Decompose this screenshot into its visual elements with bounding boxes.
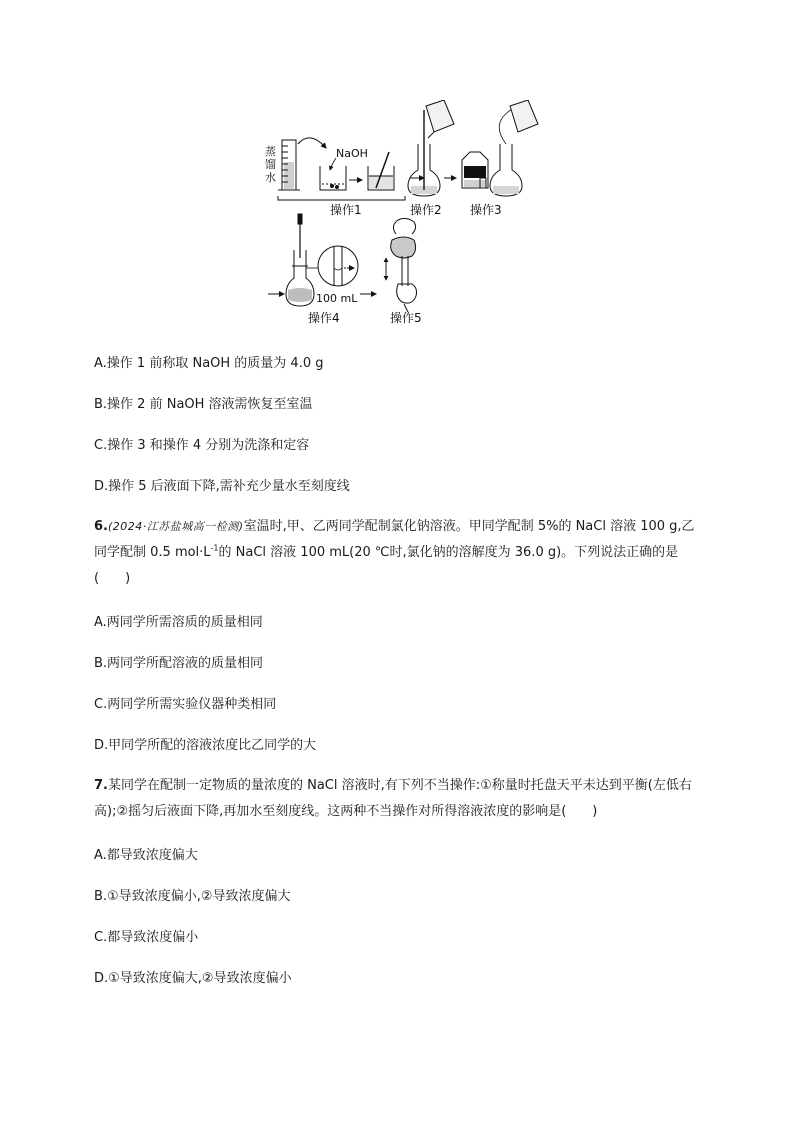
beaker-with-rod-icon (368, 152, 394, 190)
graduated-cylinder-icon (278, 140, 300, 190)
bottle-label: 蒸馏水 (466, 169, 485, 176)
op2-label: 操作2 (410, 203, 442, 217)
q6-source: (2024·江苏盐城高一检测) (107, 520, 244, 533)
q5-option-b: B.操作 2 前 NaOH 溶液需恢复至室温 (94, 397, 313, 412)
water-label-char3: 水 (265, 171, 276, 184)
pouring-beaker-icon (426, 100, 454, 138)
dropper-flask-icon (286, 214, 314, 306)
op1-label: 操作1 (330, 203, 362, 217)
q7-option-a: A.都导致浓度偏大 (94, 848, 198, 863)
q7-option-c: C.都导致浓度偏小 (94, 930, 199, 945)
q7-stem (94, 773, 700, 825)
q6-option-c: C.两同学所需实验仪器种类相同 (94, 697, 277, 712)
q6-stem-part1: 室温时,甲、乙两同学配制氯化钠溶液。甲同学配制 5%的 NaCl 溶液 100 g,乙同学配制 0.5 mol·L (94, 519, 695, 560)
inverted-flask-hands-icon (391, 218, 417, 312)
op5-label: 操作5 (390, 311, 422, 325)
wash-bottle-icon (462, 152, 488, 188)
water-label (265, 144, 280, 184)
q6-number: 6. (94, 519, 108, 534)
beaker-icon (320, 166, 346, 190)
q5-option-d: D.操作 5 后液面下降,需补充少量水至刻度线 (94, 479, 350, 494)
pouring-beaker-icon (510, 100, 538, 132)
op4-label: 操作4 (308, 311, 340, 325)
q6-stem-sup: -1 (210, 543, 219, 553)
volume-label: 100 mL (316, 292, 358, 305)
water-label-char1: 蒸 (265, 145, 276, 158)
q7-number: 7. (94, 778, 108, 793)
q6-option-b: B.两同学所配溶液的质量相同 (94, 656, 264, 671)
q5-option-c: C.操作 3 和操作 4 分别为洗涤和定容 (94, 438, 310, 453)
water-label-char2: 馏 (265, 158, 276, 171)
q6-stem-part2: 的 NaCl 溶液 100 mL(20 ℃时,氯化钠的溶解度为 36.0 g)。下列说法正确的是( ) (94, 545, 679, 586)
q6-stem (94, 514, 700, 592)
q7-option-d: D.①导致浓度偏大,②导致浓度偏小 (94, 971, 292, 986)
solution-preparation-diagram (248, 100, 548, 332)
meniscus-zoom-icon (318, 246, 358, 286)
q7-stem-text: 某同学在配制一定物质的量浓度的 NaCl 溶液时,有下列不当操作:①称量时托盘天平未达到平衡(左低右高);②摇匀后液面下降,再加水至刻度线。这两种不当操作对所得溶液浓度的影响是( ) (94, 778, 692, 819)
q5-option-a: A.操作 1 前称取 NaOH 的质量为 4.0 g (94, 356, 324, 371)
op3-label: 操作3 (470, 203, 502, 217)
q7-option-b: B.①导致浓度偏小,②导致浓度偏大 (94, 889, 291, 904)
q6-option-d: D.甲同学所配的溶液浓度比乙同学的大 (94, 738, 317, 753)
q6-option-a: A.两同学所需溶质的质量相同 (94, 615, 263, 630)
experiment-figure (248, 100, 548, 332)
naoh-label: NaOH (336, 147, 368, 160)
